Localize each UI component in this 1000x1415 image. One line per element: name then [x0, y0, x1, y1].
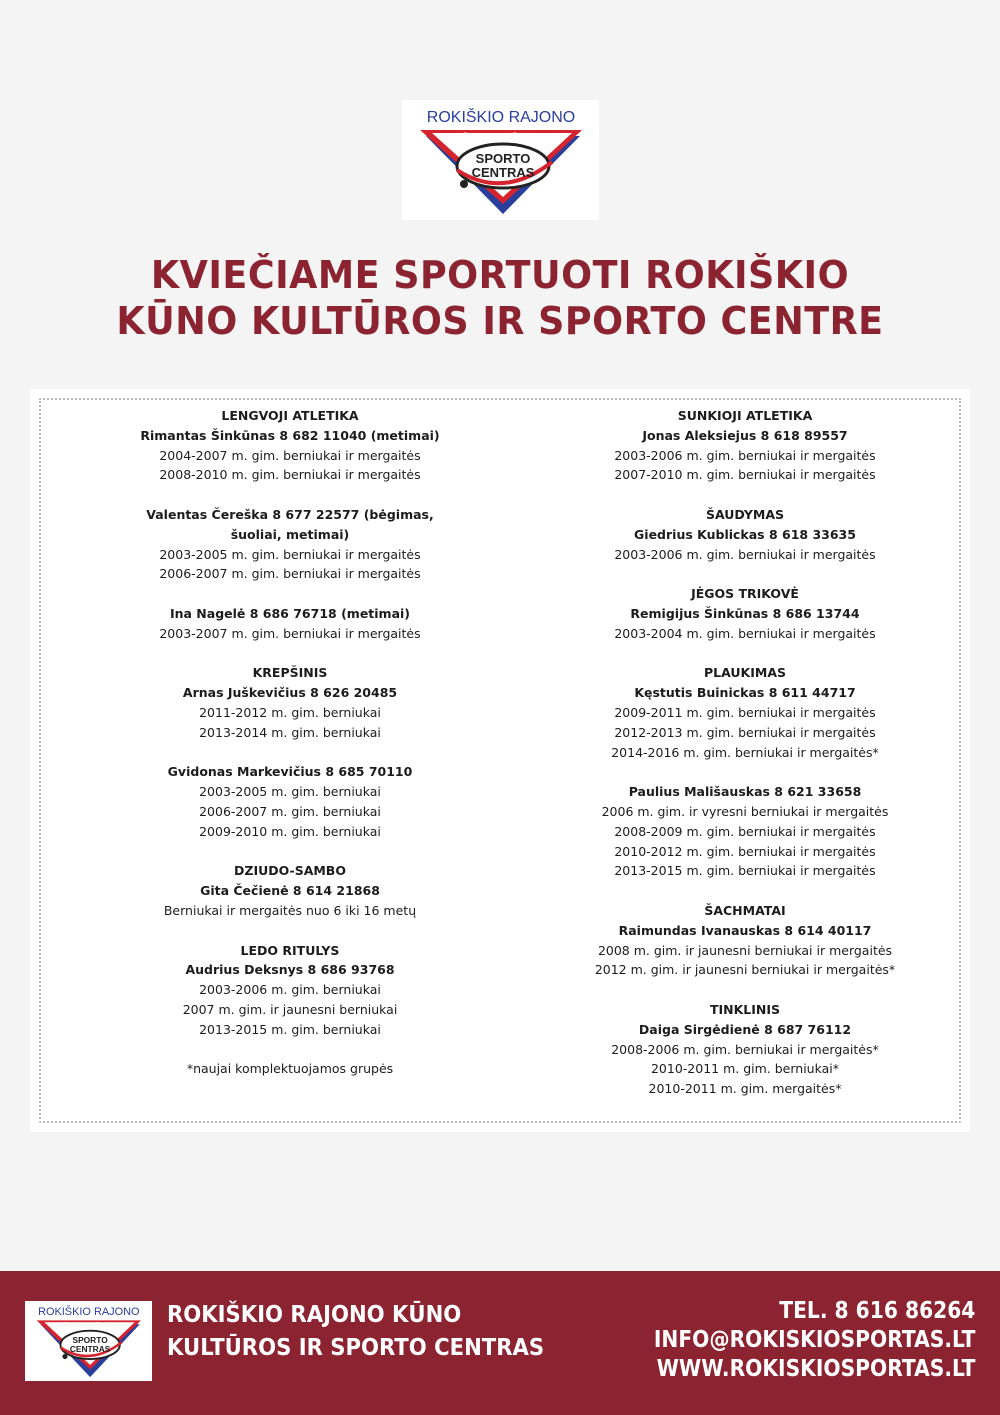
schedule-heading: Arnas Juškevičius 8 626 20485 — [182, 685, 398, 701]
schedule-heading: Jonas Aleksiejus 8 618 89557 — [642, 427, 848, 443]
logo-line3: SPORTO — [475, 151, 531, 166]
schedule-line: 2008-2009 m. gim. berniukai ir mergaitės — [614, 823, 876, 839]
schedule-heading: DZIUDO-SAMBO — [234, 863, 346, 879]
schedule-line: 2013-2015 m. gim. berniukai ir mergaitės — [614, 863, 876, 879]
footer-logo-line2: KŪNO KULTŪROS IR — [58, 1322, 122, 1330]
schedule-line: 2006 m. gim. ir vyresni berniukai ir mergaitės — [601, 803, 889, 819]
logo-bottom — [25, 1301, 152, 1381]
schedule-heading: Raimundas Ivanauskas 8 614 40117 — [618, 922, 872, 938]
spacer — [120, 644, 460, 664]
schedule-heading: ŠAUDYMAS — [705, 506, 785, 522]
schedule-line: 2010-2012 m. gim. berniukai ir mergaitės — [614, 843, 876, 859]
schedule-heading: Paulius Mališauskas 8 621 33658 — [628, 784, 862, 800]
schedule-heading: JĖGOS TRIKOVĖ — [691, 586, 799, 602]
spacer — [560, 564, 930, 584]
footer — [0, 1271, 1000, 1415]
schedule-heading: Rimantas Šinkūnas 8 682 11040 (metimai) — [140, 427, 440, 443]
schedule-line: 2003-2004 m. gim. berniukai ir mergaitės — [614, 625, 876, 641]
page-title — [20, 252, 980, 344]
spacer — [120, 921, 460, 941]
schedule-line: 2008-2006 m. gim. berniukai ir mergaitės* — [611, 1041, 879, 1057]
schedule-line: Berniukai ir mergaitės nuo 6 iki 16 metų — [163, 902, 417, 918]
schedule-heading: Gita Čečienė 8 614 21868 — [200, 883, 380, 899]
schedule-heading: LENGVOJI ATLETIKA — [221, 408, 359, 423]
schedule-heading: Gvidonas Markevičius 8 685 70110 — [167, 764, 413, 780]
schedule-card — [30, 389, 970, 1132]
schedule-heading: Daiga Sirgėdienė 8 687 76112 — [638, 1021, 852, 1037]
schedule-line: 2012-2013 m. gim. berniukai ir mergaitės — [614, 724, 876, 740]
title-line-2: KŪNO KULTŪROS IR SPORTO CENTRE — [116, 299, 884, 343]
spacer — [120, 842, 460, 862]
schedule-line: 2014-2016 m. gim. berniukai ir mergaitės* — [611, 744, 879, 760]
schedule-line: 2011-2012 m. gim. berniukai — [199, 704, 381, 720]
schedule-heading: Giedrius Kublickas 8 618 33635 — [634, 526, 856, 542]
logo-line1: ROKIŠKIO RAJONO — [426, 109, 576, 126]
schedule-line: 2003-2006 m. gim. berniukai — [199, 982, 381, 998]
schedule-line: 2006-2007 m. gim. berniukai ir mergaitės — [159, 566, 421, 582]
schedule-heading: Remigijus Šinkūnas 8 686 13744 — [630, 605, 860, 621]
schedule-line: 2008-2010 m. gim. berniukai ir mergaitės — [159, 467, 421, 483]
spacer — [560, 980, 930, 1000]
schedule-line: 2007 m. gim. ir jaunesni berniukai — [182, 1001, 398, 1017]
footer-phone[interactable]: TEL. 8 616 86264 — [778, 1298, 975, 1324]
spacer — [560, 644, 930, 664]
schedule-heading: TINKLINIS — [709, 1001, 781, 1017]
footer-logo-line3: SPORTO — [72, 1334, 108, 1345]
schedule-line: 2003-2006 m. gim. berniukai ir mergaitės — [614, 447, 876, 463]
schedule-left-column — [120, 406, 460, 1079]
schedule-line: *naujai komplektuojamos grupės — [186, 1061, 394, 1077]
title-line-1: KVIEČIAME SPORTUOTI ROKIŠKIO — [150, 253, 850, 297]
logo-line4: CENTRAS — [471, 165, 535, 180]
spacer — [560, 881, 930, 901]
schedule-heading: LEDO RITULYS — [240, 942, 340, 958]
schedule-line: 2006-2007 m. gim. berniukai — [199, 803, 381, 819]
schedule-line: 2013-2015 m. gim. berniukai — [199, 1021, 381, 1037]
footer-organization-name — [167, 1299, 544, 1365]
schedule-line: 2003-2006 m. gim. berniukai ir mergaitės — [614, 546, 876, 562]
spacer — [120, 584, 460, 604]
schedule-line: 2003-2005 m. gim. berniukai ir mergaitės — [159, 546, 421, 562]
footer-logo-line1: ROKIŠKIO RAJONO — [38, 1306, 140, 1319]
spacer — [560, 485, 930, 505]
footer-logo-line4: CENTRAS — [69, 1343, 111, 1354]
schedule-line: 2003-2007 m. gim. berniukai ir mergaitės — [159, 625, 421, 641]
schedule-heading: PLAUKIMAS — [703, 665, 787, 681]
footer-website-link[interactable]: WWW.ROKISKIOSPORTAS.LT — [656, 1356, 975, 1382]
schedule-heading: SUNKIOJI ATLETIKA — [677, 408, 813, 423]
footer-logo — [25, 1301, 152, 1381]
schedule-line: 2012 m. gim. ir jaunesni berniukai ir mergaitės* — [594, 962, 896, 978]
logo-top — [402, 100, 599, 220]
schedule-line: 2003-2005 m. gim. berniukai — [199, 784, 381, 800]
schedule-right-column — [560, 406, 930, 1099]
sports-centre-logo — [402, 100, 599, 220]
schedule-heading: KREPŠINIS — [252, 665, 328, 681]
schedule-line: 2007-2010 m. gim. berniukai ir mergaitės — [614, 467, 876, 483]
spacer — [120, 485, 460, 505]
spacer — [120, 1040, 460, 1060]
logo-line2: KŪNO KULTŪROS IR — [453, 133, 553, 144]
footer-name-line-2: KULTŪROS IR SPORTO CENTRAS — [167, 1335, 545, 1361]
footer-contact — [653, 1297, 975, 1384]
schedule-line: 2010-2011 m. gim. mergaitės* — [648, 1081, 842, 1097]
schedule-line: 2008 m. gim. ir jaunesni berniukai ir mergaitės — [597, 942, 893, 958]
schedule-heading: Ina Nagelė 8 686 76718 (metimai) — [169, 605, 411, 621]
schedule-line: 2009-2011 m. gim. berniukai ir mergaitės — [614, 704, 876, 720]
footer-email-link[interactable]: INFO@ROKISKIOSPORTAS.LT — [653, 1327, 975, 1353]
schedule-line: 2004-2007 m. gim. berniukai ir mergaitės — [159, 447, 421, 463]
schedule-line: 2009-2010 m. gim. berniukai — [199, 823, 381, 839]
schedule-line: 2013-2014 m. gim. berniukai — [199, 724, 381, 740]
schedule-heading: Audrius Deksnys 8 686 93768 — [185, 962, 395, 978]
schedule-heading: Kęstutis Buinickas 8 611 44717 — [634, 685, 856, 701]
schedule-heading: Valentas Čereška 8 677 22577 (bėgimas, šuoliai, metimai) — [146, 506, 434, 542]
spacer — [120, 743, 460, 763]
schedule-line: 2010-2011 m. gim. berniukai* — [650, 1061, 840, 1077]
footer-name-line-1: ROKIŠKIO RAJONO KŪNO — [167, 1302, 462, 1328]
spacer — [560, 762, 930, 782]
schedule-heading: ŠACHMATAI — [704, 902, 786, 918]
